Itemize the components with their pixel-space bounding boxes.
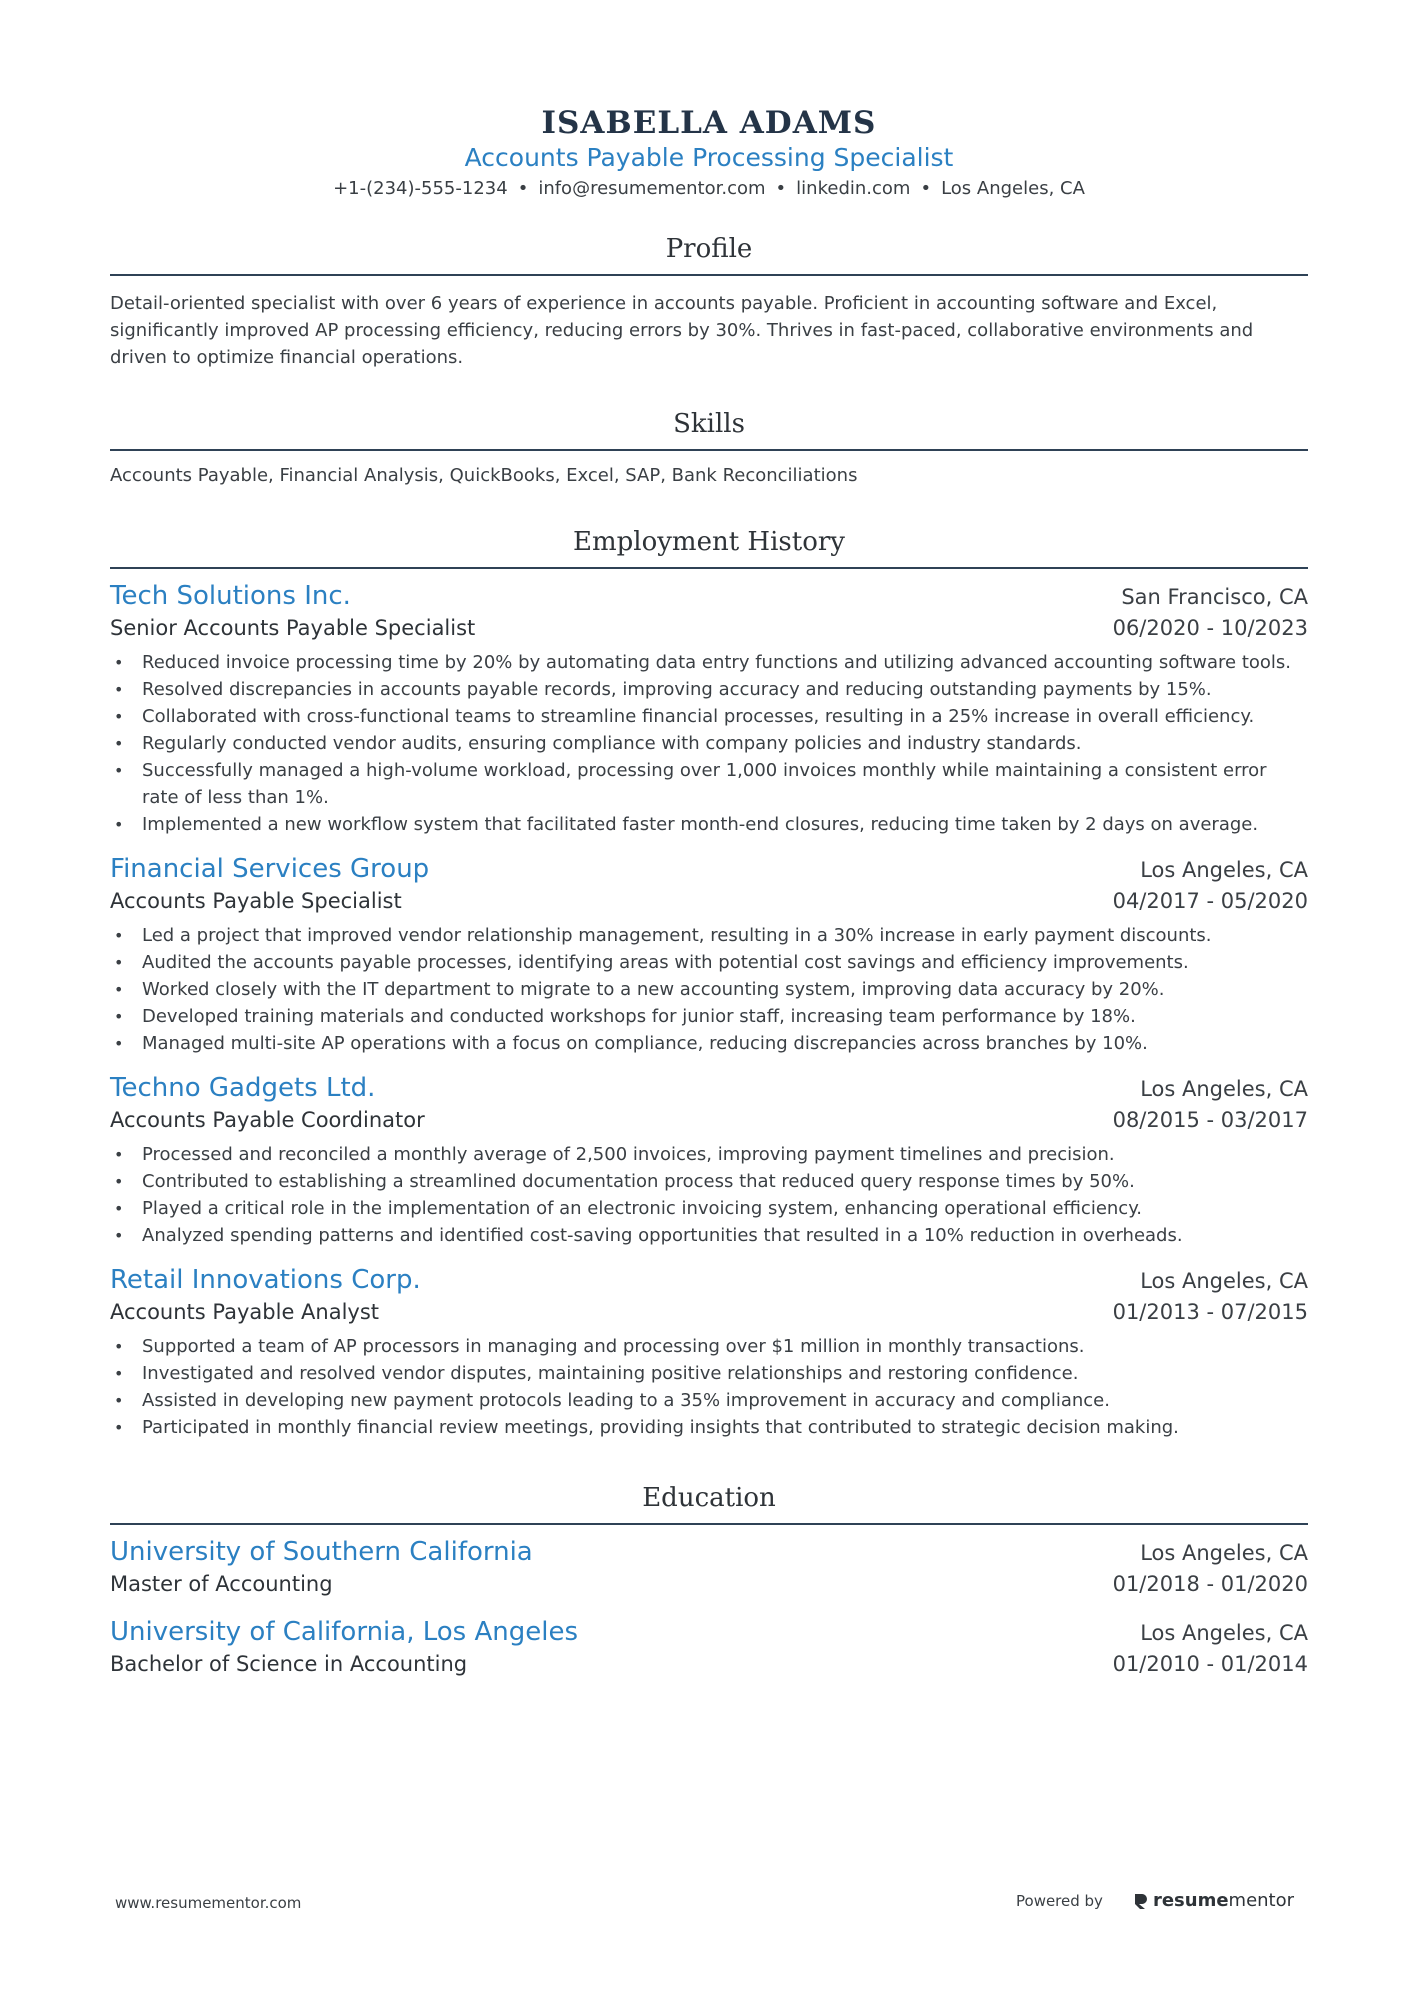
bullet-text: Assisted in developing new payment protocols leading to a 35% improvement in accuracy and compliance.: [142, 1390, 1110, 1411]
bullet-icon: •: [114, 1391, 124, 1410]
bullet-icon: •: [114, 761, 124, 780]
school-location: Los Angeles, CA: [1140, 1541, 1308, 1565]
job-role: Senior Accounts Payable Specialist: [110, 616, 476, 640]
school-name: University of Southern California: [110, 1537, 533, 1567]
job-entry: [110, 579, 1308, 838]
bullet-icon: •: [114, 926, 124, 945]
job-dates: 01/2013 - 07/2015: [1112, 1300, 1308, 1324]
separator-dot: •: [775, 178, 787, 199]
bullet-text: Audited the accounts payable processes, identifying areas with potential cost savings and efficiency improvements.: [142, 952, 1189, 973]
job-dates: 04/2017 - 05/2020: [1112, 889, 1308, 913]
section-divider: [110, 449, 1308, 451]
job-company: Retail Innovations Corp.: [110, 1265, 421, 1295]
resumementor-logo-icon: [1133, 1892, 1149, 1910]
job-role-row: [110, 1297, 1308, 1327]
bullet-text: Resolved discrepancies in accounts payable records, improving accuracy and reducing outstanding payments by 15%.: [142, 679, 1212, 700]
job-header-row: [110, 1263, 1308, 1297]
bullet-text: Investigated and resolved vendor disputes, maintaining positive relationships and restoring confidence.: [142, 1363, 1079, 1384]
bullet-icon: •: [114, 1364, 124, 1383]
job-company: Techno Gadgets Ltd.: [110, 1073, 376, 1103]
list-item: [110, 649, 1308, 676]
job-location: Los Angeles, CA: [1140, 1077, 1308, 1101]
resume-header: [110, 0, 1308, 202]
bullet-icon: •: [114, 1007, 124, 1026]
list-item: [110, 949, 1308, 976]
section-heading-education: Education: [642, 1483, 776, 1513]
powered-by-label: Powered by: [1016, 1891, 1103, 1910]
degree: Master of Accounting: [110, 1572, 333, 1596]
bullet-icon: •: [114, 680, 124, 699]
education-entry: [110, 1535, 1308, 1599]
bullet-icon: •: [114, 707, 124, 726]
list-item: [110, 811, 1308, 838]
job-header-row: [110, 1071, 1308, 1105]
brand-text-bold: resume: [1152, 1890, 1229, 1911]
job-role-row: [110, 1105, 1308, 1135]
degree: Bachelor of Science in Accounting: [110, 1652, 468, 1676]
section-heading-profile: Profile: [665, 234, 753, 264]
bullet-icon: •: [114, 1034, 124, 1053]
education-dates: 01/2010 - 01/2014: [1112, 1652, 1308, 1676]
job-entry: [110, 1071, 1308, 1249]
job-role: Accounts Payable Specialist: [110, 889, 402, 913]
list-item: [110, 676, 1308, 703]
education-degree-row: [110, 1649, 1308, 1679]
list-item: [110, 1141, 1308, 1168]
contact-email: info@resumementor.com: [538, 178, 766, 199]
education-degree-row: [110, 1569, 1308, 1599]
job-role-row: [110, 886, 1308, 916]
bullet-text: Processed and reconciled a monthly average of 2,500 invoices, improving payment timelines and precision.: [142, 1144, 1115, 1165]
profile-section: [110, 232, 1308, 371]
bullet-text: Implemented a new workflow system that facilitated faster month-end closures, reducing time taken by 2 days on average.: [142, 814, 1259, 835]
list-item: [110, 1222, 1308, 1249]
job-role: Accounts Payable Coordinator: [110, 1108, 425, 1132]
bullet-icon: •: [114, 653, 124, 672]
section-divider: [110, 1523, 1308, 1525]
separator-dot: •: [517, 178, 529, 199]
section-divider: [110, 274, 1308, 276]
list-item: [110, 1333, 1308, 1360]
list-item: [110, 1387, 1308, 1414]
skills-section: [110, 407, 1308, 489]
list-item: [110, 922, 1308, 949]
job-entry: [110, 852, 1308, 1057]
list-item: [110, 976, 1308, 1003]
education-entry: [110, 1615, 1308, 1679]
bullet-text: Led a project that improved vendor relationship management, resulting in a 30% increase in early payment discounts.: [142, 925, 1212, 946]
job-location: San Francisco, CA: [1121, 585, 1308, 609]
list-item: [110, 1168, 1308, 1195]
bullet-text: Developed training materials and conducted workshops for junior staff, increasing team performance by 18%.: [142, 1006, 1136, 1027]
bullet-text: Contributed to establishing a streamlined documentation process that reduced query response times by 50%.: [142, 1171, 1135, 1192]
bullet-icon: •: [114, 815, 124, 834]
job-role: Accounts Payable Analyst: [110, 1300, 380, 1324]
school-name: University of California, Los Angeles: [110, 1617, 579, 1647]
list-item: [110, 703, 1308, 730]
education-header-row: [110, 1615, 1308, 1649]
bullet-icon: •: [114, 1337, 124, 1356]
section-heading-employment: Employment History: [573, 527, 845, 557]
bullet-icon: •: [114, 1172, 124, 1191]
bullet-icon: •: [114, 980, 124, 999]
job-bullets: [110, 1141, 1308, 1249]
bullet-icon: •: [114, 953, 124, 972]
profile-text: Detail-oriented specialist with over 6 years of experience in accounts payable. Proficient in accounting software and Excel, significantly improved AP processing efficiency, reducing errors by 30%. Thrives in fast-paced, collaborative environments and driven to optimize financial operations.: [110, 293, 1254, 368]
bullet-text: Regularly conducted vendor audits, ensuring compliance with company policies and industry standards.: [142, 733, 1082, 754]
contact-location: Los Angeles, CA: [941, 178, 1085, 199]
list-item: [110, 730, 1308, 757]
job-role-row: [110, 613, 1308, 643]
skills-text: Accounts Payable, Financial Analysis, QuickBooks, Excel, SAP, Bank Reconciliations: [110, 465, 858, 486]
job-bullets: [110, 649, 1308, 838]
section-heading-skills: Skills: [673, 409, 745, 439]
bullet-text: Managed multi-site AP operations with a focus on compliance, reducing discrepancies across branches by 10%.: [142, 1033, 1148, 1054]
resumementor-logo[interactable]: [1133, 1890, 1294, 1911]
candidate-name: ISABELLA ADAMS: [541, 105, 877, 141]
list-item: [110, 1414, 1308, 1441]
bullet-icon: •: [114, 1418, 124, 1437]
list-item: [110, 1195, 1308, 1222]
section-divider: [110, 567, 1308, 569]
job-dates: 06/2020 - 10/2023: [1112, 616, 1308, 640]
job-company: Financial Services Group: [110, 854, 430, 884]
bullet-icon: •: [114, 1145, 124, 1164]
job-bullets: [110, 1333, 1308, 1441]
bullet-icon: •: [114, 1226, 124, 1245]
education-header-row: [110, 1535, 1308, 1569]
job-dates: 08/2015 - 03/2017: [1112, 1108, 1308, 1132]
contact-linkedin: linkedin.com: [796, 178, 911, 199]
resume-page: [110, 0, 1308, 1679]
brand-text-rest: mentor: [1228, 1890, 1295, 1911]
bullet-icon: •: [114, 1199, 124, 1218]
job-entry: [110, 1263, 1308, 1441]
list-item: [110, 1030, 1308, 1057]
bullet-text: Successfully managed a high-volume workload, processing over 1,000 invoices monthly while maintaining a consistent error rate of less than 1%.: [142, 760, 1267, 808]
job-location: Los Angeles, CA: [1140, 858, 1308, 882]
bullet-icon: •: [114, 734, 124, 753]
list-item: [110, 757, 1308, 811]
job-header-row: [110, 579, 1308, 613]
bullet-text: Supported a team of AP processors in managing and processing over $1 million in monthly transactions.: [142, 1336, 1085, 1357]
bullet-text: Worked closely with the IT department to migrate to a new accounting system, improving data accuracy by 20%.: [142, 979, 1165, 1000]
bullet-text: Collaborated with cross-functional teams to streamline financial processes, resulting in a 25% increase in overall efficiency.: [142, 706, 1255, 727]
education-dates: 01/2018 - 01/2020: [1112, 1572, 1308, 1596]
job-company: Tech Solutions Inc.: [110, 581, 351, 611]
contact-phone: +1-(234)-555-1234: [333, 178, 508, 199]
school-location: Los Angeles, CA: [1140, 1621, 1308, 1645]
bullet-text: Analyzed spending patterns and identified cost-saving opportunities that resulted in a 10% reduction in overheads.: [142, 1225, 1183, 1246]
bullet-text: Reduced invoice processing time by 20% by automating data entry functions and utilizing advanced accounting software tools.: [142, 652, 1292, 673]
job-bullets: [110, 922, 1308, 1057]
contact-line: [110, 176, 1308, 202]
bullet-text: Participated in monthly financial review meetings, providing insights that contributed to strategic decision making.: [142, 1417, 1179, 1438]
bullet-text: Played a critical role in the implementation of an electronic invoicing system, enhancing operational efficiency.: [142, 1198, 1143, 1219]
education-section: [110, 1481, 1308, 1679]
job-header-row: [110, 852, 1308, 886]
separator-dot: •: [920, 178, 932, 199]
list-item: [110, 1003, 1308, 1030]
list-item: [110, 1360, 1308, 1387]
footer-powered-by: [1016, 1890, 1294, 1911]
employment-section: [110, 525, 1308, 1441]
job-location: Los Angeles, CA: [1140, 1269, 1308, 1293]
candidate-title: Accounts Payable Processing Specialist: [464, 143, 954, 172]
footer-website[interactable]: www.resumementor.com: [115, 1894, 302, 1912]
